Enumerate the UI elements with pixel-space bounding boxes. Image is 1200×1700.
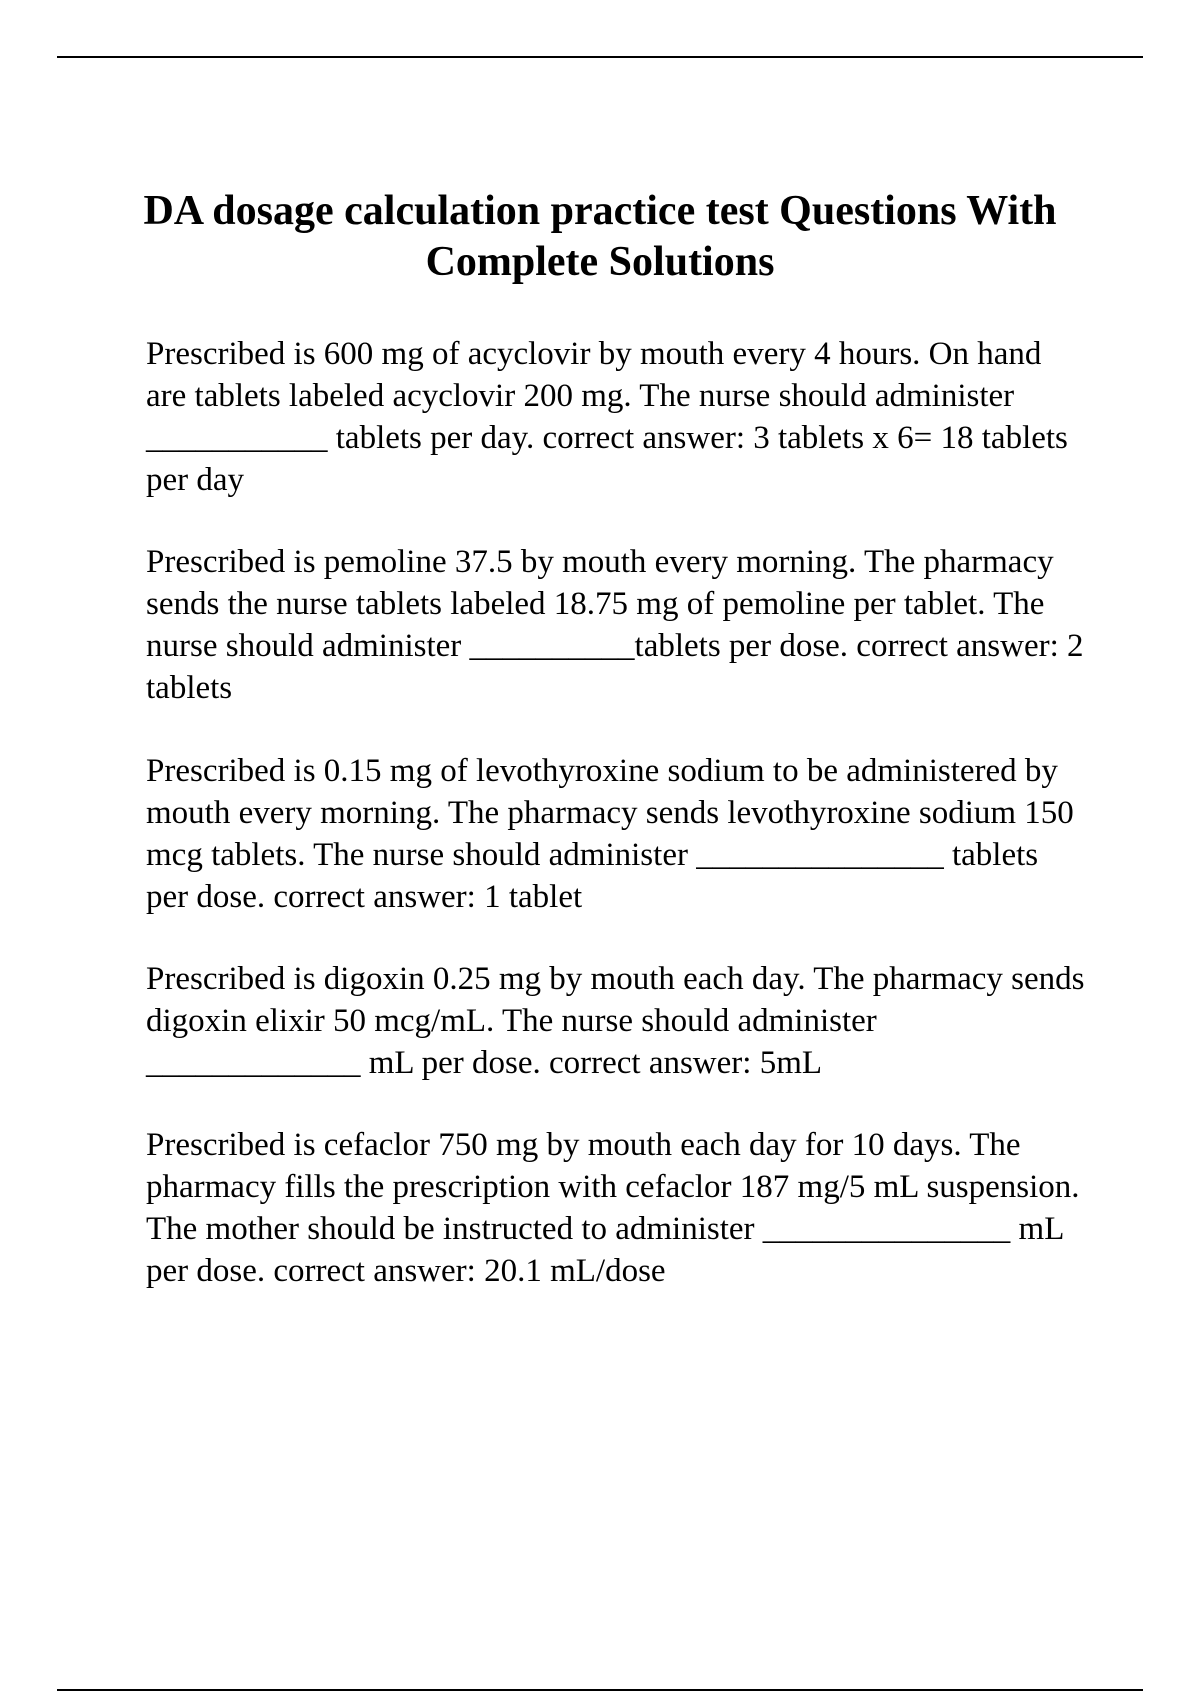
- question-item-4: Prescribed is digoxin 0.25 mg by mouth each day. The pharmacy sends digoxin elixir 50 mcg/mL. The nurse should administer _____________ mL per dose. correct answer: 5mL: [146, 961, 1085, 1081]
- question-item-5: Prescribed is cefaclor 750 mg by mouth each day for 10 days. The pharmacy fills the prescription with cefaclor 187 mg/5 mL suspension. The mother should be instructed to administer _______________ mL per dose. correct answer: 20.1 mL/dose: [146, 1127, 1080, 1289]
- question-list: [146, 333, 1086, 1292]
- question-item-3: Prescribed is 0.15 mg of levothyroxine sodium to be administered by mouth every morning. The pharmacy sends levothyroxine sodium 150 mcg tablets. The nurse should administer _______________ tablets per dose. correct answer: 1 tablet: [146, 753, 1074, 915]
- question-item-1: Prescribed is 600 mg of acyclovir by mouth every 4 hours. On hand are tablets labeled acyclovir 200 mg. The nurse should administer ___________ tablets per day. correct answer: 3 tablets x 6= 18 tablets per day: [146, 336, 1068, 498]
- top-divider: [57, 56, 1143, 58]
- bottom-divider: [57, 1689, 1143, 1691]
- question-item-2: Prescribed is pemoline 37.5 by mouth every morning. The pharmacy sends the nurse tablets labeled 18.75 mg of pemoline per tablet. The nurse should administer __________tablets per dose. correct answer: 2 tablets: [146, 544, 1084, 706]
- page-title: DA dosage calculation practice test Questions With Complete Solutions: [143, 188, 1057, 285]
